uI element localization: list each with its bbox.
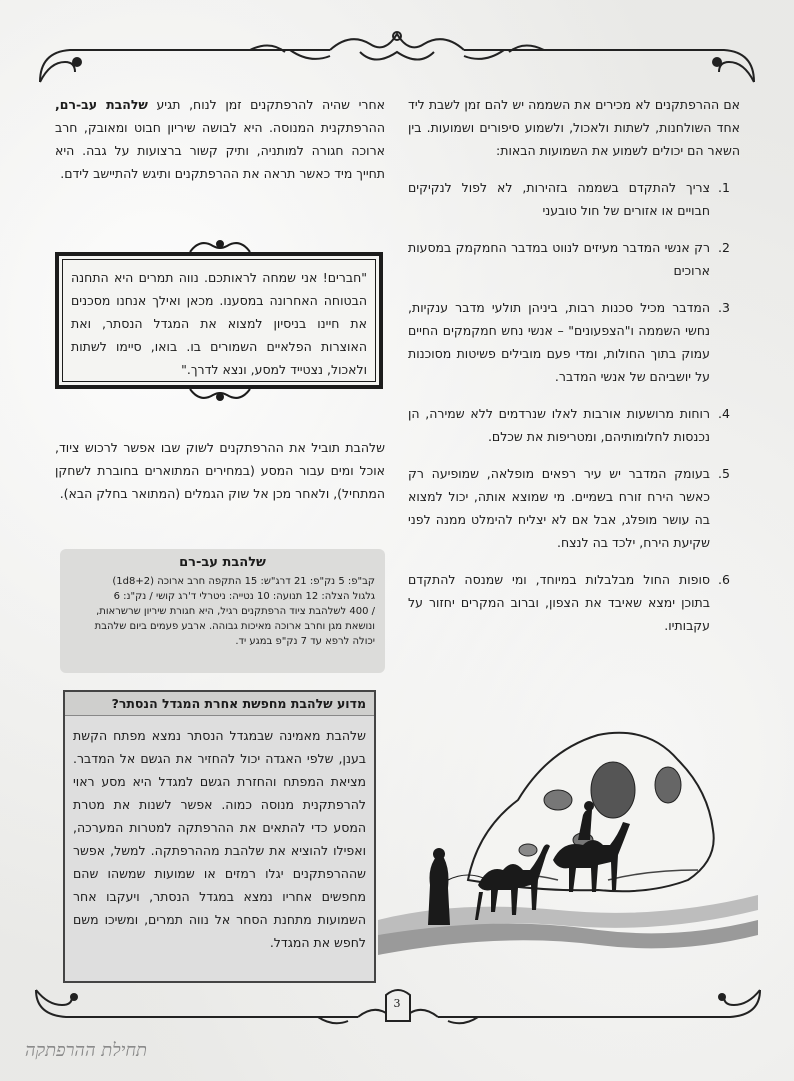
footer-book-title: תחילת ההרפתקה	[25, 1040, 147, 1061]
sidebar-body: שלהבת מאמינה שבמגדל הנסתר נמצא מפתח הקשת בענן, שלפי האגדה יכול להחזיר את הגשם אל המדבר. מציאת המפתח והחזרת הגשם למגדל היא מסע ראוי להרפתקנית מנוסה כמוה. אפשר לשנות את מטרת המסע כדי להתאים את ההרפתקה למטרות המערכה, ואפילו להוציא את שלהבת מההרפתקה. למשל, אפשר שההרפתקנים יגלו רמזים או שמועות שמשהו שהם מחפשים אחריו נמצא במגדל הנסתר, ויעקבו אחר השמועות מתחנת הסחר אל נווה תמרים, ומשיכו משם לחפש את המגדל.	[73, 728, 366, 950]
list-item	[408, 568, 740, 637]
sidebar-title: מדוע שלהבת מחפשת אחרת המגדל הנסתר?	[65, 692, 374, 716]
statblock-line: קב"פ: 5 נק"פ: 21 דרג"ש: 15 התקפה חרב ארוכה (1d8+2)	[112, 576, 375, 587]
npc-statblock	[60, 549, 385, 673]
statblock-title: שלהבת עב-רם	[179, 555, 266, 570]
list-text: רוחות מרושעות אורבות לאלו שנרדמים ללא שמירה, הן נכנסות לחלומותיהם, ומטריפות את שכלם.	[408, 406, 710, 444]
list-number: 6.	[718, 572, 730, 587]
list-text: צריך להתקדם בשממה בזהירות, לא לפול לנקיקים חבויים או אזורים של חול טובעני	[408, 180, 710, 218]
list-text: סופות החול מבלבלות במיוחד, ומי שמנסה להתקדם בתוכן ימצא שאיבד את הצפון, וברוב המקרים יחזור על עקבותיו.	[408, 572, 710, 633]
after-quote-column	[55, 436, 385, 519]
intro-text-start: אחרי שהיה להרפתקנים זמן לנוח, תגיע	[147, 97, 386, 112]
desert-caravan-illustration	[378, 720, 758, 980]
statblock-line: גלגול הצלה: 12 תנועה: 10 נטייה: ניטרלי ד'רג קושי / נק"נ: 6	[113, 591, 375, 602]
list-text: המדבר מכיל סכנות רבות, ביניהן תולעי מדבר ענקיות, נחשי השממה ו"הצפעונים" – אנשי נחש חמקמקים החיים עמוק בתוך החולות, ומדי פעם מובילים פשיטות מסוכנות על יושביהם של אנשי המדבר.	[408, 300, 710, 384]
list-number: 4.	[718, 406, 730, 421]
list-text: בעומק המדבר יש עיר רפאים מופלאה, שמופיעה רק כאשר הירח זורח בשמיים. מי שמוצא אותה, יכול למצוא בה עושר מופלג, אבל אם לא יצליח להימלט ממנה לפני שקיעת הירח, ילכד בה לנצח.	[408, 466, 710, 550]
after-quote-paragraph: שלהבת תוביל את ההרפתקנים לשוק שבו אפשר לרכוש ציוד, אוכל ומים עבור המסע (במחירים המתוארים בחוברת לשחקן המתחיל), ולאחר מכן אל שוק הגמלים (המתואר בחלק הבא).	[55, 440, 385, 501]
list-number: 2.	[718, 240, 730, 255]
quote-box	[55, 252, 383, 389]
top-ornament	[30, 22, 764, 92]
list-item	[408, 236, 740, 282]
list-item	[408, 296, 740, 388]
rumors-list	[408, 176, 740, 637]
list-number: 5.	[718, 466, 730, 481]
sidebar-box	[63, 690, 376, 983]
statblock-line: / 400 לשלהבת ציוד הרפתקנים רגיל, היא חגורת שיריון שרשראות, ונושאת מגן וחרב ארוכה מאיכות גבוהה. ארבע פעמים ביום שלהבת יכולה לרפא עד 7 נק"פ במגע יד.	[94, 606, 375, 647]
list-text: רק אנשי המדבר מעיזים לנווט במדבר החמקמק במסעות ארוכים	[408, 240, 710, 278]
intro-paragraph	[55, 93, 385, 185]
right-column	[408, 93, 740, 651]
list-number: 1.	[718, 180, 730, 195]
intro-text-end: ההרפתקנית המנוסה. היא לבושה שיריון חבוט ומאובק, חרב ארוכה חגורה למותניה, ותיק קשור ברצועות על גבה. היא תחייך מיד כאשר תראה את ההרפתקנים ותיגש להתיישב לידם.	[55, 120, 385, 181]
list-item	[408, 462, 740, 554]
npc-name: שלהבת עב-רם,	[55, 97, 148, 112]
list-item	[408, 402, 740, 448]
list-item	[408, 176, 740, 222]
list-number: 3.	[718, 300, 730, 315]
page-number: 3	[393, 997, 401, 1010]
quote-top-ornament	[185, 236, 255, 258]
rumors-intro: אם ההרפתקנים לא מכירים את השממה יש להם זמן לשבת ליד אחד השולחנות, לשתות ולאכול, ולשמוע סיפורים ושמועות. בין השאר הם יכולים לשמוע את השמועות הבאות:	[408, 97, 740, 158]
quote-bottom-ornament	[185, 383, 255, 405]
quote-text: "חברים! אני שמחה לראותכם. נווה תמרים היא התחנה הבטוחה האחרונה במסענו. מכאן ואילך אנחנו מסכנים את חיינו בניסיון למצוא את המגדל הנסתר, ואת האוצרות הפלאיים השמורים בו. בואו, סיימו לשתות ולאכול, נצטייד למסע, ונצא לדרך."	[71, 270, 367, 377]
left-column-intro	[55, 93, 385, 199]
